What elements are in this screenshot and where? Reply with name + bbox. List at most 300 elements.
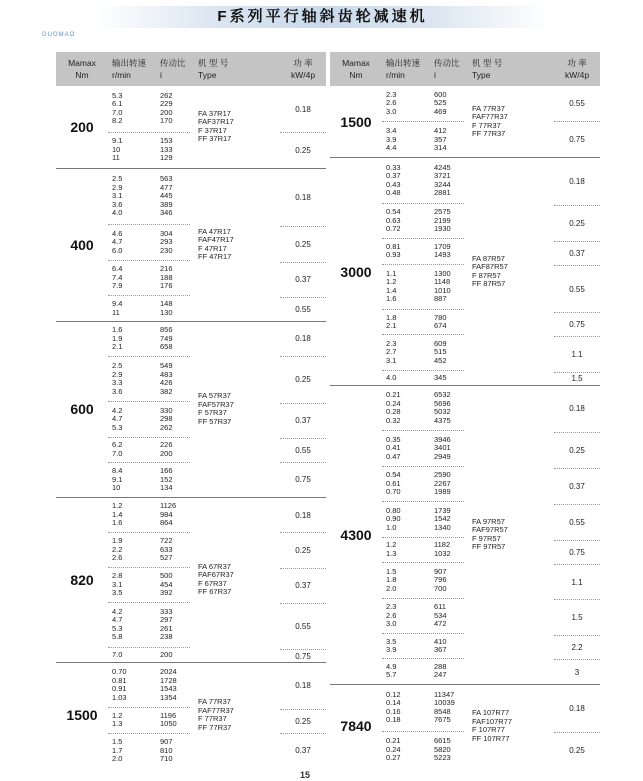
model-type-line: FF 47R17 <box>198 252 232 262</box>
torque-value: 820 <box>70 571 94 588</box>
output-speed: 2.1 <box>386 321 397 331</box>
output-speed: 6.2 <box>112 440 123 450</box>
table-row <box>108 154 190 163</box>
output-speed: 1.2 <box>386 277 397 287</box>
output-speed: 7.0 <box>112 448 123 458</box>
torque-group <box>330 86 600 158</box>
header-power-unit: kW/4p <box>290 70 316 80</box>
table-row <box>108 476 190 485</box>
gear-ratio: 1543 <box>160 684 177 694</box>
rows-area <box>108 663 326 768</box>
output-speed: 0.35 <box>386 434 401 444</box>
model-type-line: FF 77R37 <box>472 129 506 139</box>
spec-block <box>108 322 326 497</box>
speed-ratio-group <box>108 296 190 320</box>
output-speed: 2.1 <box>112 342 123 352</box>
table-row <box>108 450 190 459</box>
gear-ratio: 472 <box>434 619 447 628</box>
model-type-line: FA 77R37 <box>198 697 231 707</box>
output-speed: 5.3 <box>112 90 123 100</box>
output-speed: 3.0 <box>386 106 397 116</box>
gear-ratio: 288 <box>434 661 447 671</box>
output-speed: 1.5 <box>386 566 397 576</box>
output-speed: 0.47 <box>386 451 401 461</box>
output-speed: 4.7 <box>112 237 123 247</box>
output-speed: 1.5 <box>112 737 123 747</box>
speed-ratio-group <box>382 265 464 310</box>
gear-ratio: 1182 <box>434 540 451 550</box>
gear-ratio: 611 <box>434 602 446 611</box>
output-speed: 4.2 <box>112 405 123 415</box>
output-speed: 0.91 <box>112 684 127 694</box>
speed-ratio-group <box>382 634 464 659</box>
model-type-line: FF 77R37 <box>198 722 232 732</box>
output-speed: 2.9 <box>112 369 123 379</box>
speed-ratio-group <box>382 431 464 466</box>
output-speed: 0.14 <box>386 698 401 708</box>
gear-ratio: 563 <box>160 174 173 184</box>
speed-ratio-group <box>382 386 464 432</box>
header-torque-unit: Nm <box>75 70 89 80</box>
header-speed-unit: r/min <box>112 70 131 80</box>
table-body <box>330 86 600 768</box>
table-header <box>56 52 326 86</box>
model-type-line: F 77R37 <box>198 714 227 724</box>
output-speed: 1.9 <box>112 536 123 546</box>
spec-block <box>108 663 326 768</box>
output-speed: 0.41 <box>386 443 401 453</box>
output-speed: 0.12 <box>386 689 401 699</box>
output-speed: 0.18 <box>386 715 401 725</box>
output-speed: 2.5 <box>112 361 123 371</box>
output-speed: 0.93 <box>386 250 401 260</box>
power-value: 1.1 <box>554 565 600 601</box>
output-speed: 2.8 <box>112 571 123 581</box>
speed-ratio-group <box>382 335 464 370</box>
output-speed: 4.9 <box>386 661 397 671</box>
output-speed: 1.8 <box>386 575 397 585</box>
output-speed: 0.43 <box>386 179 401 189</box>
torque-value: 4300 <box>340 526 372 543</box>
table-row <box>382 108 464 117</box>
table-row <box>108 694 190 703</box>
gear-ratio: 200 <box>160 649 173 659</box>
header-power: 功 率 <box>567 58 587 68</box>
header-torque: Mamax <box>342 58 370 68</box>
output-speed: 0.24 <box>386 398 401 408</box>
gear-ratio: 389 <box>160 199 173 209</box>
header-ratio-unit: i <box>160 70 162 80</box>
power-value: 0.75 <box>554 313 600 337</box>
model-type-line: FA 97R57 <box>472 516 505 526</box>
gear-ratio: 864 <box>160 518 173 528</box>
model-type <box>464 386 554 684</box>
gear-ratio: 1032 <box>434 548 451 558</box>
output-speed: 2.0 <box>112 754 123 764</box>
model-type-line: FF 57R37 <box>198 416 232 426</box>
gear-ratio: 262 <box>160 90 173 100</box>
output-speed: 2.7 <box>386 347 397 357</box>
header-type-unit: Type <box>198 70 217 80</box>
gear-ratio: 3244 <box>434 179 451 189</box>
page-number: 15 <box>300 770 311 780</box>
output-speed: 7.0 <box>112 649 123 659</box>
output-speed: 0.54 <box>386 470 401 480</box>
table-row <box>382 671 464 680</box>
model-type-line: FF 67R37 <box>198 587 232 597</box>
output-speed: 2.6 <box>386 610 397 620</box>
speed-ratio-group <box>108 568 190 603</box>
gear-ratio: 700 <box>434 583 447 593</box>
gear-ratio: 10039 <box>434 698 455 708</box>
speed-ratio-group <box>382 659 464 683</box>
speed-ratio-column <box>382 386 464 684</box>
table-row <box>108 137 190 146</box>
output-speed: 0.70 <box>112 667 127 677</box>
spec-block <box>382 685 600 768</box>
power-value: 0.75 <box>295 475 311 485</box>
gear-ratio: 188 <box>160 272 173 282</box>
output-speed: 3.6 <box>112 199 123 209</box>
model-type-line: F 97R57 <box>472 533 501 543</box>
header-speed: 输出转速 <box>386 58 421 68</box>
gear-ratio: 176 <box>160 281 173 291</box>
speed-ratio-group <box>108 357 190 402</box>
gear-ratio: 3946 <box>434 434 451 444</box>
speed-ratio-group <box>382 204 464 239</box>
power-value: 0.18 <box>280 169 326 227</box>
gear-ratio: 304 <box>160 228 173 238</box>
gear-ratio: 226 <box>160 440 173 450</box>
power-value: 0.37 <box>280 569 326 604</box>
gear-ratio: 5223 <box>434 753 451 763</box>
output-speed: 4.0 <box>386 372 397 382</box>
power-value: 0.25 <box>554 206 600 242</box>
output-speed: 8.4 <box>112 466 123 476</box>
speed-ratio-group <box>108 169 190 225</box>
spec-block <box>108 86 326 168</box>
gear-ratio: 216 <box>160 264 173 274</box>
table-row <box>108 309 190 318</box>
model-type-line: FAF77R37 <box>198 705 234 715</box>
gear-ratio: 454 <box>160 579 173 589</box>
power-value: 0.25 <box>280 710 326 734</box>
model-type <box>464 86 554 157</box>
gear-ratio: 1493 <box>434 250 451 260</box>
output-speed: 0.28 <box>386 407 401 417</box>
model-type-line: F 37R17 <box>198 125 227 135</box>
spec-block <box>108 169 326 321</box>
gear-ratio: 333 <box>160 606 173 616</box>
rows-area <box>108 169 326 321</box>
gear-ratio: 1354 <box>160 692 177 702</box>
table-row <box>382 144 464 153</box>
gear-ratio: 357 <box>434 134 447 144</box>
gear-ratio: 1148 <box>434 277 451 287</box>
speed-ratio-group <box>108 663 190 709</box>
model-type-line: FAF47R17 <box>198 235 234 245</box>
output-speed: 7.0 <box>112 107 123 117</box>
gear-ratio: 200 <box>160 107 173 117</box>
table-row <box>108 146 190 155</box>
table-row <box>382 417 464 426</box>
torque-group <box>330 158 600 385</box>
gear-ratio: 8548 <box>434 706 451 716</box>
gear-ratio: 907 <box>160 737 173 747</box>
power-value: 0.25 <box>554 433 600 469</box>
gear-ratio: 609 <box>434 338 447 348</box>
output-speed: 6.1 <box>112 99 123 109</box>
gear-ratio: 469 <box>434 106 447 116</box>
model-type-line: FA 67R37 <box>198 561 231 571</box>
output-speed: 2.6 <box>386 98 397 108</box>
output-speed: 3.9 <box>386 645 397 655</box>
table-row <box>382 225 464 234</box>
gear-ratio: 452 <box>434 355 447 365</box>
output-speed: 3.1 <box>386 355 397 365</box>
gear-ratio: 7675 <box>434 715 451 725</box>
output-speed: 0.81 <box>386 241 401 251</box>
power-value: 0.37 <box>554 242 600 266</box>
output-speed: 3.1 <box>112 579 123 589</box>
gear-ratio: 1709 <box>434 241 451 251</box>
output-speed: 0.48 <box>386 188 401 198</box>
speed-ratio-group <box>108 86 190 133</box>
speed-ratio-column <box>108 663 190 768</box>
model-type <box>190 169 280 321</box>
header-power: 功 率 <box>293 58 313 68</box>
speed-ratio-group <box>108 322 190 357</box>
table-row <box>382 646 464 655</box>
rows-area <box>382 685 600 768</box>
brand-logo: GUOMAO <box>42 32 76 38</box>
table-row <box>382 620 464 629</box>
rows-area <box>108 86 326 168</box>
speed-ratio-group <box>382 685 464 733</box>
model-type-line: FA 107R77 <box>472 708 510 718</box>
output-speed: 3.3 <box>112 378 123 388</box>
table-row <box>108 589 190 598</box>
model-type <box>190 663 280 768</box>
power-column <box>554 158 600 384</box>
output-speed: 3.5 <box>386 636 397 646</box>
power-column <box>280 86 326 168</box>
torque-value: 1500 <box>66 707 98 724</box>
speed-ratio-group <box>382 732 464 768</box>
table-row <box>108 117 190 126</box>
output-speed: 6.4 <box>112 264 123 274</box>
gear-ratio: 1010 <box>434 285 451 295</box>
power-column <box>280 322 326 497</box>
speed-ratio-column <box>382 685 464 768</box>
torque-value: 1500 <box>340 113 372 130</box>
output-speed: 7.4 <box>112 272 123 282</box>
output-speed: 1.6 <box>112 518 123 528</box>
output-speed: 0.72 <box>386 224 401 234</box>
table-row <box>382 357 464 366</box>
table-row <box>108 247 190 256</box>
gear-ratio: 445 <box>160 191 173 201</box>
model-type-line: FAF87R57 <box>472 262 508 272</box>
power-value: 0.18 <box>280 86 326 133</box>
table-row <box>108 424 190 433</box>
gear-ratio: 796 <box>434 575 447 585</box>
output-speed: 4.2 <box>112 606 123 616</box>
output-speed: 8.2 <box>112 116 123 126</box>
power-value: 0.18 <box>554 685 600 733</box>
model-type-line: FAF67R37 <box>198 570 234 580</box>
gear-ratio: 4375 <box>434 415 451 425</box>
output-speed: 2.5 <box>112 174 123 184</box>
output-speed: 5.7 <box>386 670 397 680</box>
table-row <box>108 388 190 397</box>
gear-ratio: 2024 <box>160 667 177 677</box>
torque-group <box>330 685 600 768</box>
power-value: 0.25 <box>569 745 585 755</box>
gear-ratio: 412 <box>434 126 447 136</box>
output-speed: 0.61 <box>386 478 401 488</box>
header-type: 机 型 号 <box>198 58 229 68</box>
gear-ratio: 392 <box>160 588 173 598</box>
gear-ratio: 984 <box>160 509 173 519</box>
table-row <box>108 282 190 291</box>
gear-ratio: 134 <box>160 483 173 493</box>
table-row <box>382 754 464 763</box>
table-row <box>382 453 464 462</box>
table-row <box>108 554 190 563</box>
gear-ratio: 3721 <box>434 171 451 181</box>
speed-ratio-group <box>108 603 190 648</box>
output-speed: 0.37 <box>386 171 401 181</box>
table-row <box>382 488 464 497</box>
power-column <box>554 386 600 684</box>
output-speed: 5.8 <box>112 632 123 642</box>
gear-ratio: 1126 <box>160 501 177 511</box>
output-speed: 1.3 <box>386 548 397 558</box>
output-speed: 6.0 <box>112 245 123 255</box>
gear-ratio: 261 <box>160 623 173 633</box>
speed-ratio-group <box>382 502 464 537</box>
header-torque: Mamax <box>68 58 96 68</box>
output-speed: 0.81 <box>112 675 127 685</box>
spec-block <box>382 86 600 157</box>
gear-ratio: 887 <box>434 294 447 304</box>
model-type-line: FAF57R37 <box>198 399 234 409</box>
output-speed: 2.3 <box>386 338 397 348</box>
output-speed: 2.3 <box>386 89 397 99</box>
right-table <box>330 52 600 768</box>
speed-ratio-group <box>108 463 190 497</box>
model-type-line: F 87R57 <box>472 270 501 280</box>
gear-ratio: 298 <box>160 414 173 424</box>
header-speed-unit: r/min <box>386 70 405 80</box>
power-value: 3 <box>574 667 580 677</box>
power-value: 0.18 <box>280 498 326 533</box>
gear-ratio: 133 <box>160 144 173 154</box>
output-speed: 3.4 <box>386 126 397 136</box>
output-speed: 4.0 <box>112 208 123 218</box>
model-type <box>464 158 554 384</box>
header-power-unit: kW/4p <box>564 70 590 80</box>
gear-ratio: 153 <box>160 136 173 146</box>
model-type-line: F 47R17 <box>198 243 227 253</box>
output-speed: 1.3 <box>112 719 123 729</box>
power-value: 0.75 <box>295 651 311 661</box>
output-speed: 0.21 <box>386 390 401 400</box>
output-speed: 9.4 <box>112 299 123 309</box>
output-speed: 0.27 <box>386 753 401 763</box>
model-type-line: F 77R37 <box>472 120 501 130</box>
gear-ratio: 525 <box>434 98 447 108</box>
output-speed: 1.4 <box>386 285 397 295</box>
torque-group <box>56 322 326 498</box>
table-row <box>382 251 464 260</box>
gear-ratio: 2575 <box>434 207 451 217</box>
gear-ratio: 1300 <box>434 268 451 278</box>
gear-ratio: 297 <box>160 615 173 625</box>
output-speed: 2.6 <box>112 553 123 563</box>
output-speed: 4.7 <box>112 615 123 625</box>
speed-ratio-column <box>108 86 190 168</box>
gear-ratio: 1542 <box>434 514 451 524</box>
gear-ratio: 3401 <box>434 443 451 453</box>
gear-ratio: 1728 <box>160 675 177 685</box>
speed-ratio-group <box>382 158 464 203</box>
power-column <box>280 663 326 768</box>
gear-ratio: 382 <box>160 386 173 396</box>
page-title: F系列平行轴斜齿轮减速机 <box>95 6 550 28</box>
torque-group <box>56 169 326 322</box>
speed-ratio-group <box>382 122 464 157</box>
power-column <box>554 86 600 157</box>
output-speed: 0.80 <box>386 505 401 515</box>
speed-ratio-column <box>108 498 190 662</box>
output-speed: 1.1 <box>386 268 397 278</box>
gear-ratio: 11347 <box>434 689 455 699</box>
power-value: 0.55 <box>280 439 326 463</box>
speed-ratio-group <box>108 225 190 261</box>
table-row <box>108 300 190 309</box>
header-ratio: 传动比 <box>434 58 460 68</box>
output-speed: 1.03 <box>112 692 127 702</box>
gear-ratio: 200 <box>160 448 173 458</box>
rows-area <box>108 498 326 662</box>
gear-ratio: 247 <box>434 670 447 680</box>
gear-ratio: 810 <box>160 745 173 755</box>
gear-ratio: 6615 <box>434 736 451 746</box>
speed-ratio-group <box>108 708 190 733</box>
output-speed: 5.3 <box>112 623 123 633</box>
output-speed: 3.5 <box>112 588 123 598</box>
header-ratio-unit: i <box>434 70 436 80</box>
rows-area <box>382 158 600 384</box>
power-value: 0.18 <box>554 158 600 205</box>
gear-ratio: 527 <box>160 553 173 563</box>
model-type-line: FA 57R37 <box>198 391 231 401</box>
power-value: 1.1 <box>554 337 600 373</box>
power-value: 0.18 <box>554 386 600 433</box>
power-value: 0.37 <box>295 746 311 756</box>
model-type-line: F 67R37 <box>198 578 227 588</box>
header-speed: 输出转速 <box>112 58 147 68</box>
model-type-line: FA 87R57 <box>472 253 505 263</box>
output-speed: 2.3 <box>386 602 397 611</box>
table-row <box>382 585 464 594</box>
model-type <box>190 86 280 168</box>
gear-ratio: 477 <box>160 182 173 192</box>
torque-group <box>56 86 326 169</box>
rows-area <box>382 86 600 157</box>
